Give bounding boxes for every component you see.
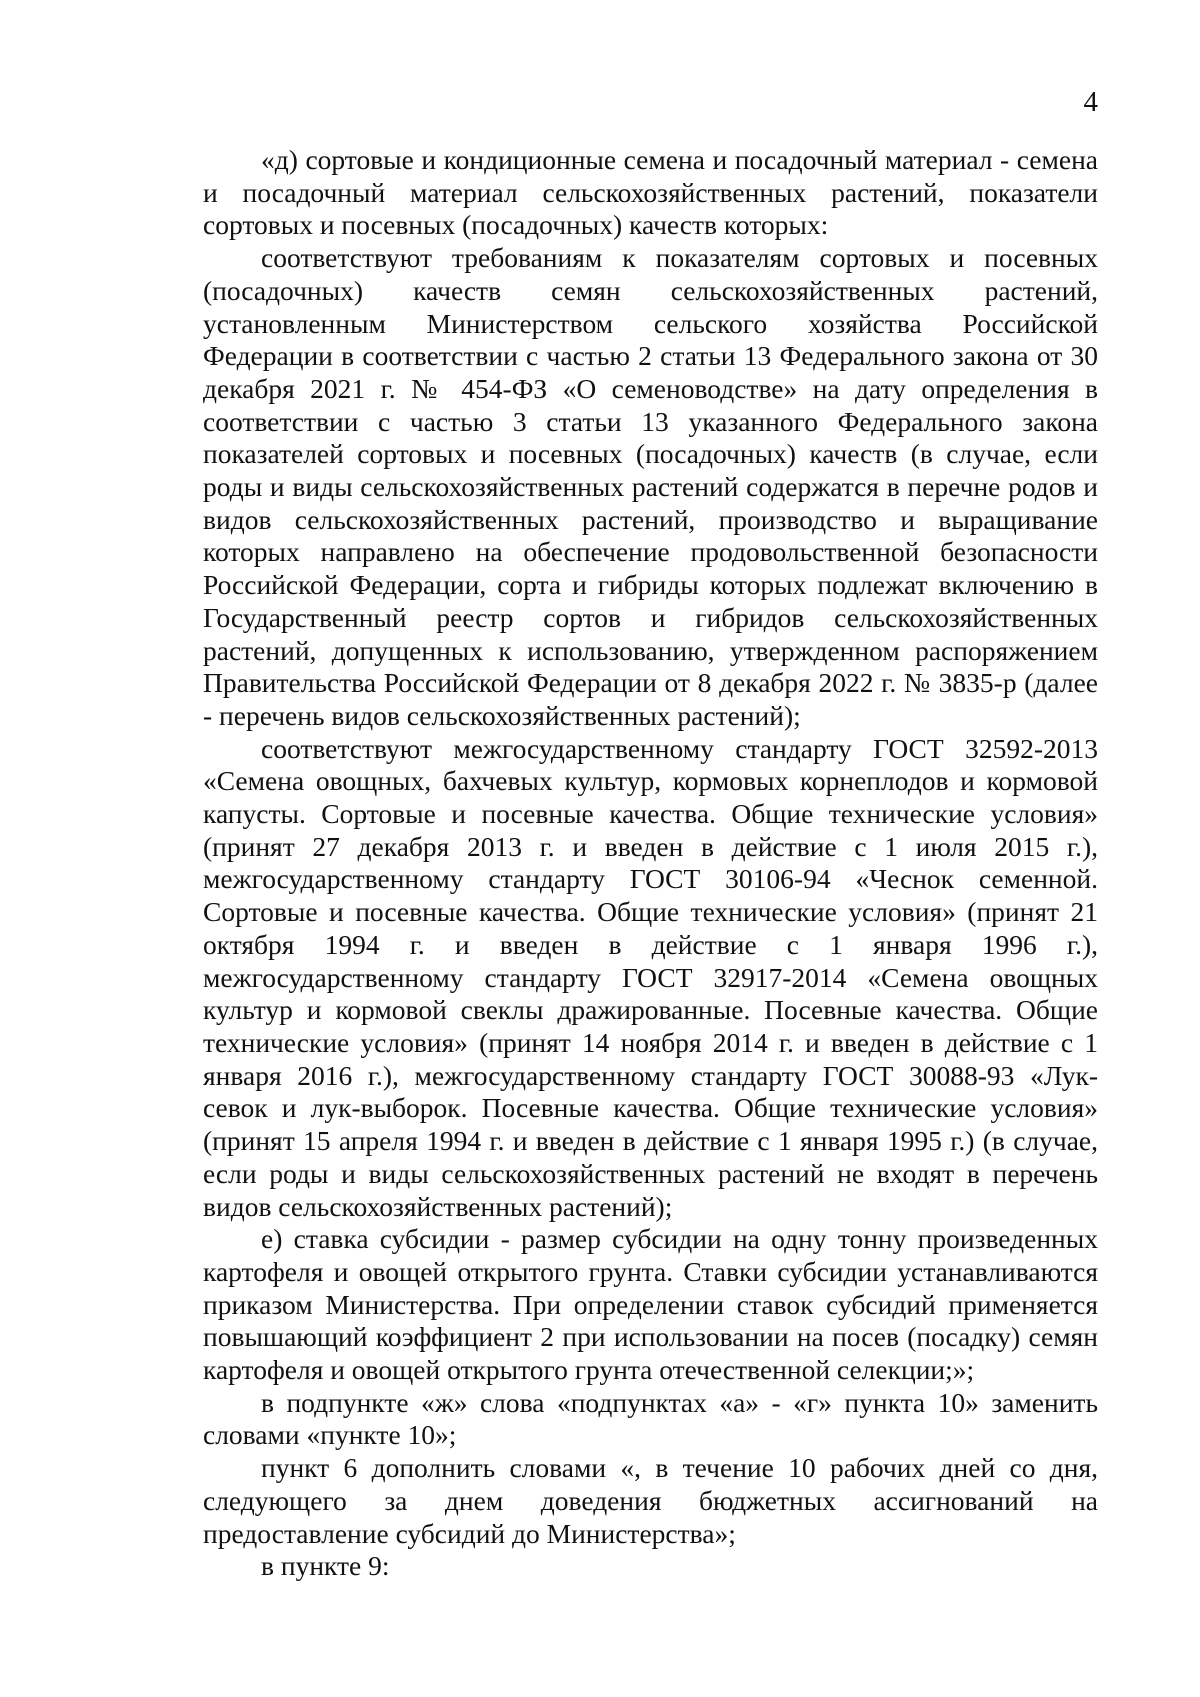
document-body — [203, 144, 1098, 1583]
paragraph-point-9: в пункте 9: — [261, 1550, 390, 1582]
paragraph-gost-standards: соответствуют межгосударственному стандарту ГОСТ 32592-2013 «Семена овощных, бахчевых культур, кормовых корнеплодов и кормовой капусты. Сортовые и посевные качества. Общие технические условия» (принят 27 декабря 2013 г. и введен в действие с 1 июля 2015 г.), межгосударственному стандарту ГОСТ 30106-94 «Чеснок семенной. Сортовые и посевные качества. Общие технические условия» (принят 21 октября 1994 г. и введен в действие с 1 января 1996 г.), межгосударственному стандарту ГОСТ 32917-2014 «Семена овощных культур и кормовой свеклы дражированные. Посевные качества. Общие технические условия» (принят 14 ноября 2014 г. и введен в действие с 1 января 2016 г.), межгосударственному стандарту ГОСТ 30088-93 «Лук-севок и лук-выборок. Посевные качества. Общие технические условия» (принят 15 апреля 1994 г. и введен в действие с 1 января 1995 г.) (в случае, если роды и виды сельскохозяйственных растений не входят в перечень видов сельскохозяйственных растений); — [203, 732, 1098, 1222]
paragraph-d-definition: «д) сортовые и кондиционные семена и посадочный материал - семена и посадочный материал сельскохозяйственных растений, показатели сортовых и посевных (посадочных) качеств которых: — [203, 144, 1098, 241]
paragraph-subpoint-zh: в подпункте «ж» слова «подпунктах «а» - «г» пункта 10» заменить словами «пункте 10»; — [203, 1386, 1098, 1451]
page-number: 4 — [1083, 86, 1098, 118]
paragraph-e-subsidy-rate: е) ставка субсидии - размер субсидии на одну тонну произведенных картофеля и овощей открытого грунта. Ставки субсидии устанавливаются приказом Министерства. При определении ставок субсидий применяется повышающий коэффициент 2 при использовании на посев (посадку) семян картофеля и овощей открытого грунта отечественной селекции;»; — [203, 1223, 1098, 1386]
paragraph-point-6: пункт 6 дополнить словами «, в течение 10 рабочих дней со дня, следующего за днем доведения бюджетных ассигнований на предоставление субсидий до Министерства»; — [203, 1452, 1098, 1549]
paragraph-requirements: соответствуют требованиям к показателям сортовых и посевных (посадочных) качеств семян сельскохозяйственных растений, установленным Министерством сельского хозяйства Российской Федерации в соответствии с частью 2 статьи 13 Федерального закона от 30 декабря 2021 г. № 454-ФЗ «О семеноводстве» на дату определения в соответствии с частью 3 статьи 13 указанного Федерального закона показателей сортовых и посевных (посадочных) качеств (в случае, если роды и виды сельскохозяйственных растений содержатся в перечне родов и видов сельскохозяйственных растений, производство и выращивание которых направлено на обеспечение продовольственной безопасности Российской Федерации, сорта и гибриды которых подлежат включению в Государственный реестр сортов и гибридов сельскохозяйственных растений, допущенных к использованию, утвержденном распоряжением Правительства Российской Федерации от 8 декабря 2022 г. № 3835-р (далее - перечень видов сельскохозяйственных растений); — [203, 242, 1098, 731]
